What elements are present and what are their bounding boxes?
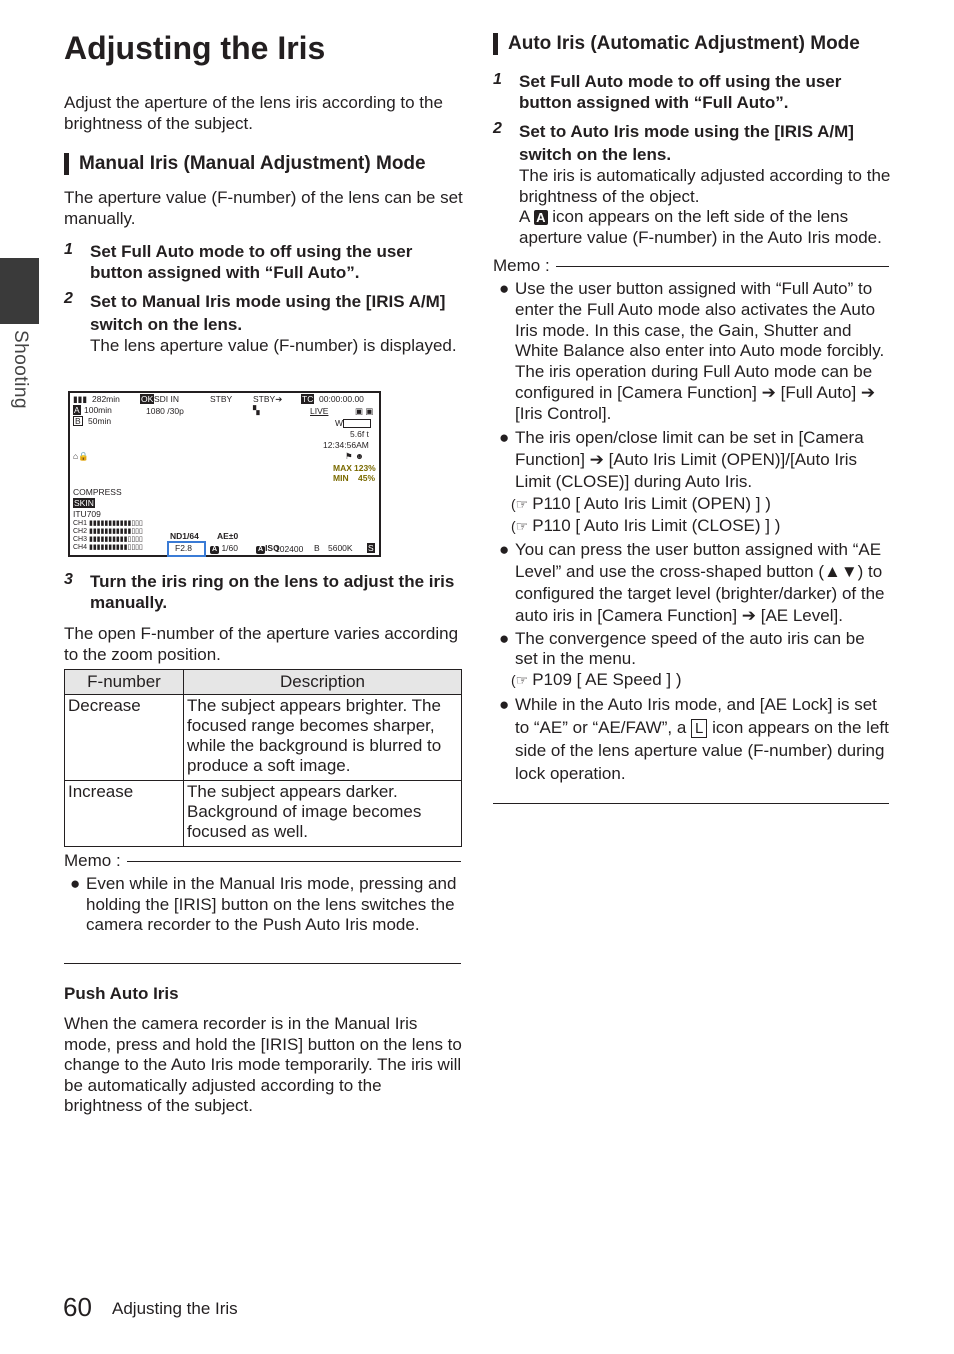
- table-cell: The subject appears darker. Background of image becomes focused as well.: [184, 781, 462, 847]
- table-cell: The subject appears brighter. The focused range becomes sharper, while the background is blurred to produce a soft image.: [184, 695, 462, 781]
- step-number: 2: [64, 290, 73, 307]
- lock-icon: ⌂🔒: [73, 451, 89, 461]
- slot-b-time: 50min: [88, 416, 112, 426]
- auto-step-2: [493, 120, 891, 248]
- max-value: 123%: [354, 463, 376, 473]
- table-cell: Increase: [65, 781, 184, 847]
- push-auto-iris-heading: Push Auto Iris: [64, 984, 179, 1003]
- sidebar-section-label: Shooting: [10, 330, 31, 410]
- reference-icon: (☞: [511, 495, 529, 512]
- battery-icon: ▮▮▮: [73, 394, 88, 404]
- step-text: Turn the iris ring on the lens to adjust the iris manually.: [90, 572, 455, 612]
- step-text: Set to Auto Iris mode using the [IRIS A/M] switch on the lens.: [519, 122, 854, 164]
- reference-link[interactable]: (☞ P109 [ AE Speed ] ): [511, 670, 682, 690]
- table-header: Description: [184, 670, 462, 695]
- audio-ch4: CH4 ▮▮▮▮▮▮▮▮▮▮▯▯▯▯: [73, 544, 143, 551]
- memo-rule: [556, 266, 889, 267]
- auto-step-1: [493, 71, 891, 113]
- memo-label: Memo :: [493, 256, 550, 275]
- wireless-icon: ▚: [253, 405, 260, 415]
- skin-badge: SKIN: [74, 498, 94, 508]
- battery-time: 282min: [92, 394, 120, 404]
- camera-display: [68, 391, 381, 557]
- manual-memo-header: [64, 851, 461, 871]
- step-number: 1: [493, 71, 502, 88]
- compress-label: COMPRESS: [73, 487, 122, 497]
- timecode: 00:00:00.00: [319, 394, 364, 404]
- nd-filter: ND1/64: [170, 531, 199, 541]
- white-balance: B: [314, 543, 320, 553]
- memo-item: ● You can press the user button assigned with “AE Level” and use the cross-shaped button (▲▼) to configured the target level (brighter/darker) of the auto iris in [Camera Function] ➔ [AE Level].: [499, 539, 885, 625]
- table-cell: Decrease: [65, 695, 184, 781]
- page-title: Adjusting the Iris: [64, 30, 326, 66]
- auto-iris-a-icon: A: [536, 210, 546, 225]
- min-label: MIN: [333, 473, 349, 483]
- ok-badge: OK: [141, 394, 154, 404]
- step-subtext: The iris is automatically adjusted according to the brightness of the object.: [519, 166, 891, 206]
- stby-label-2: STBY➔: [253, 394, 283, 404]
- reference-icon: (☞: [511, 672, 529, 689]
- iso-value: 102400: [275, 544, 304, 554]
- table-header: F-number: [65, 670, 184, 695]
- table-row: [65, 695, 462, 781]
- manual-step-2: [64, 290, 462, 357]
- audio-ch2: CH2 ▮▮▮▮▮▮▮▮▮▮▮▯▯▯: [73, 528, 143, 535]
- reference-link[interactable]: (☞ P110 [ Auto Iris Limit (CLOSE) ] ): [511, 515, 781, 535]
- video-format: 1080 /30p: [146, 406, 184, 416]
- page-number: 60: [63, 1292, 92, 1322]
- memo-rule: [127, 861, 461, 862]
- sdi-in-label: SDI IN: [154, 394, 180, 404]
- fnumber-table: [64, 669, 462, 847]
- auto-memo-list: [493, 279, 891, 787]
- min-value: 45%: [358, 473, 376, 483]
- memo-item: ● Use the user button assigned with “Full Auto” to enter the Full Auto mode also activates the Auto Iris mode. In this case, the Gain, Shutter and White Balance also enter into Auto mode forcibly. The iris operation during Full Auto mode can be configured in [Camera Function] ➔ [Full Auto] ➔ [Iris Control].: [499, 279, 885, 423]
- manual-step-1: [64, 241, 462, 283]
- memo-label: Memo :: [64, 851, 121, 870]
- memo-end-rule: [493, 803, 889, 804]
- zoom-bar: [343, 419, 371, 428]
- push-auto-iris-text: When the camera recorder is in the Manual Iris mode, press and hold the [IRIS] button on the lens to change to the Auto Iris mode temporarily. The iris will be automatically adjusted according to the brightness of the subject.: [64, 1014, 462, 1115]
- intro-text: Adjust the aperture of the lens iris according to the brightness of the subject.: [64, 93, 443, 133]
- auto-memo-header: [493, 256, 889, 276]
- face-detect-icon: ⚑ ☻: [345, 451, 364, 461]
- slot-a-time: 100min: [84, 405, 112, 415]
- step-text: Set Full Auto mode to off using the user button assigned with “Full Auto”.: [90, 242, 413, 282]
- shutter-speed: A 1/60: [212, 543, 238, 553]
- table-header-row: [65, 670, 462, 695]
- manual-intro: The aperture value (F-number) of the lens can be set manually.: [64, 188, 463, 228]
- ae-lock-icon: L: [691, 719, 707, 738]
- memo-item: ● While in the Auto Iris mode, and [AE Lock] is set to “AE” or “AE/FAW”, a L icon appears on the left side of the lens aperture value (F-number) during lock operation.: [499, 694, 889, 783]
- network-icon: ▣ ▣: [355, 406, 374, 416]
- memo-item: ● Even while in the Manual Iris mode, pressing and holding the [IRIS] button on the lens switches the camera recorder to the Push Auto Iris mode.: [70, 874, 457, 934]
- reference-link[interactable]: (☞ P110 [ Auto Iris Limit (OPEN) ] ): [511, 493, 771, 513]
- timecode-icon: TC: [302, 394, 314, 404]
- step-number: 2: [493, 120, 502, 137]
- zoom-w-label: W: [335, 418, 344, 428]
- gamma-label: ITU709: [73, 509, 101, 519]
- live-label: LIVE: [310, 406, 329, 416]
- focus-distance: 5.6f t: [350, 429, 369, 439]
- step-text: Set Full Auto mode to off using the user button assigned with “Full Auto”.: [519, 72, 842, 112]
- step-number: 3: [64, 571, 73, 588]
- step-subtext-icon-line: A A icon appears on the left side of the lens aperture value (F-number) in the Auto Iris mode.: [519, 207, 882, 247]
- ae-level: AE±0: [217, 531, 239, 541]
- stby-label-1: STBY: [210, 394, 233, 404]
- mode-icon: S: [368, 543, 374, 553]
- memo-end-rule: [64, 963, 461, 964]
- audio-ch3: CH3 ▮▮▮▮▮▮▮▮▮▮▯▯▯▯: [73, 536, 143, 543]
- fnumber: F2.8: [175, 543, 193, 553]
- memo-item: ● The convergence speed of the auto iris can be set in the menu. (☞ P109 [ AE Speed ] ): [493, 629, 891, 691]
- footer-title: Adjusting the Iris: [112, 1299, 238, 1318]
- table-row: [65, 781, 462, 847]
- sidebar-tab: [0, 258, 39, 324]
- manual-step-3: [64, 571, 462, 613]
- audio-ch1: CH1 ▮▮▮▮▮▮▮▮▮▮▮▯▯▯: [73, 520, 143, 527]
- after-steps-text: The open F-number of the aperture varies according to the zoom position.: [64, 624, 459, 664]
- step-subtext: The lens aperture value (F-number) is displayed.: [90, 336, 457, 355]
- reference-icon: (☞: [511, 517, 529, 534]
- max-label: MAX: [333, 463, 352, 473]
- memo-item: ● The iris open/close limit can be set in [Camera Function] ➔ [Auto Iris Limit (OPEN)]/[Auto Iris Limit (CLOSE)] during Auto Iris. (☞ P110 [ Auto Iris Limit (OPEN) ] ) (☞ P110 [ Auto Iris Limit (CLOSE) ] ): [493, 427, 891, 537]
- manual-iris-heading: Manual Iris (Manual Adjustment) Mode: [64, 153, 426, 175]
- manual-memo-list: [64, 874, 461, 938]
- slot-b-icon: B: [75, 416, 81, 426]
- clock: 12:34:56AM: [323, 440, 369, 450]
- step-text: Set to Manual Iris mode using the [IRIS A/M] switch on the lens.: [90, 292, 446, 334]
- step-number: 1: [64, 241, 73, 258]
- iso-label: A ISO: [258, 543, 280, 553]
- kelvin: 5600K: [328, 543, 353, 553]
- slot-a-icon: A: [74, 405, 80, 415]
- auto-iris-heading: Auto Iris (Automatic Adjustment) Mode: [493, 33, 860, 55]
